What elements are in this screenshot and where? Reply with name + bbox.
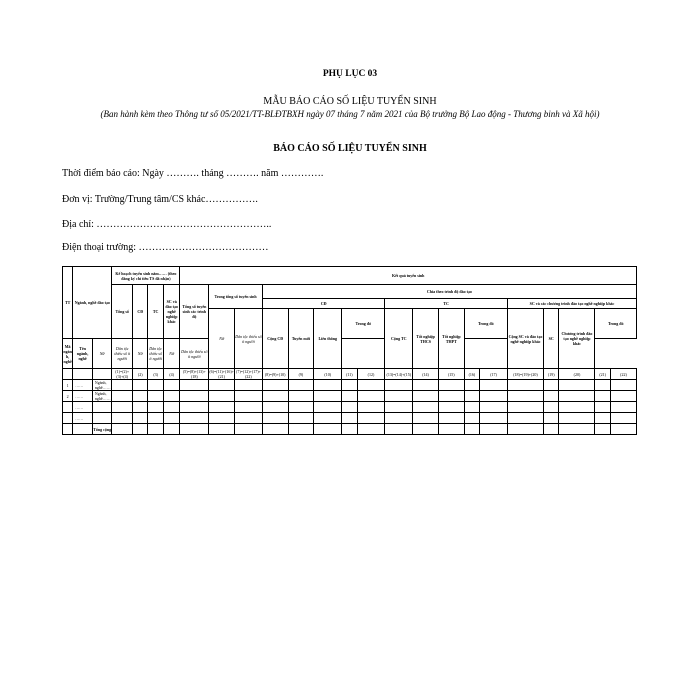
- formula-13: (13)=(14)+(15): [385, 369, 413, 380]
- row-cell: [595, 402, 610, 413]
- formula-8: (8)=(9)+(10): [262, 369, 288, 380]
- row-cell: [133, 402, 148, 413]
- total-cell: [507, 424, 543, 435]
- formula-5: (5)=(8)+(13)+(18): [180, 369, 209, 380]
- total-blank-code: [73, 424, 93, 435]
- formula-2: (2): [133, 369, 148, 380]
- row-cell: [543, 402, 558, 413]
- row-cell: [357, 391, 385, 402]
- report-title: BÁO CÁO SỐ LIỆU TUYỂN SINH: [273, 143, 427, 154]
- row-cell: [357, 402, 385, 413]
- row-cell: [235, 380, 263, 391]
- row-name: Ngành, nghề……: [92, 391, 112, 402]
- row-cell: [507, 402, 543, 413]
- row-cell: [438, 380, 464, 391]
- row-cell: [438, 402, 464, 413]
- total-cell: [262, 424, 288, 435]
- header-total-all: Tổng số tuyển sinh các trình độ: [180, 285, 209, 339]
- header-nu-all: Nữ: [209, 309, 235, 369]
- unit-field: Đơn vị: Trường/Trung tâm/CS khác…………….: [62, 194, 258, 205]
- header-other-prog: Chương trình đào tạo nghề nghiệp khác: [559, 309, 595, 369]
- row-cell: [180, 380, 209, 391]
- total-cell: [235, 424, 263, 435]
- row-cell: [480, 391, 508, 402]
- total-cell: [342, 424, 357, 435]
- row-cell: [342, 380, 357, 391]
- total-blank-tt: [63, 424, 73, 435]
- header-sc-programs: SC và các chương trình đào tạo nghề nghiệp khác: [507, 299, 636, 309]
- row-cell: [163, 402, 180, 413]
- header-tc-thpt: Tốt nghiệp THPT: [438, 309, 464, 369]
- row-cell: [314, 413, 342, 424]
- total-cell: [559, 424, 595, 435]
- row-cell: [610, 380, 636, 391]
- row-cell: [464, 380, 479, 391]
- formula-11: (11): [342, 369, 357, 380]
- formula-9: (9): [288, 369, 314, 380]
- total-cell: [610, 424, 636, 435]
- formula-7: (7)=(12)+(17)+(22): [236, 369, 261, 379]
- row-cell: [413, 413, 439, 424]
- row-cell: [180, 413, 209, 424]
- header-plan-cd: CĐ: [133, 285, 148, 339]
- address-field: Địa chỉ: ……………………………………………..: [62, 219, 272, 230]
- row-cell: [180, 402, 209, 413]
- formula-blank-code: [73, 369, 93, 380]
- row-cell: [314, 402, 342, 413]
- row-cell: [314, 391, 342, 402]
- phone-field: Điện thoại trường: …………………………………: [62, 242, 269, 253]
- row-cell: [357, 413, 385, 424]
- header-sc-ethnic: Dân tộc thiểu số ít người: [180, 339, 209, 369]
- header-tc: TC: [385, 299, 508, 309]
- row-cell: [385, 391, 413, 402]
- row-cell: [543, 413, 558, 424]
- row-cell: [342, 402, 357, 413]
- total-cell: [595, 424, 610, 435]
- row-cell: [148, 380, 163, 391]
- header-plan: Kế hoạch tuyển sinh năm…… (theo đăng ký chỉ tiêu TS đã nhận): [112, 267, 180, 285]
- total-cell: [413, 424, 439, 435]
- row-cell: [209, 402, 235, 413]
- header-name: Tên ngành, nghề: [73, 339, 93, 369]
- row-cell: [288, 391, 314, 402]
- total-cell: [209, 424, 235, 435]
- header-sc-short: SC: [543, 309, 558, 369]
- row-cell: [235, 413, 263, 424]
- row-code: ……: [73, 402, 93, 413]
- header-results: Kết quả tuyển sinh: [180, 267, 637, 285]
- row-cell: [209, 380, 235, 391]
- row-cell: [413, 380, 439, 391]
- row-cell: [543, 380, 558, 391]
- header-sum-tc: Cộng TC: [385, 309, 413, 369]
- row-cell: [413, 391, 439, 402]
- row-cell: [262, 413, 288, 424]
- row-cell: [180, 391, 209, 402]
- row-tt: 2: [63, 391, 73, 402]
- header-cd-nu: Nữ: [92, 339, 112, 369]
- row-code: ……: [73, 380, 93, 391]
- header-code: Mã ngành, nghề: [63, 339, 73, 369]
- header-plan-sc: SC và đào tạo nghề nghiệp khác: [163, 285, 180, 339]
- row-name: Ngành, nghề……: [92, 380, 112, 391]
- header-sum-cd: Cộng CĐ: [262, 309, 288, 369]
- table-row: [63, 413, 637, 424]
- row-cell: [559, 402, 595, 413]
- formula-19: (19): [543, 369, 558, 380]
- row-cell: [357, 380, 385, 391]
- row-cell: [112, 402, 133, 413]
- header-tt: TT: [63, 267, 73, 339]
- header-sc-among: Trong đó: [595, 309, 637, 339]
- formula-21: (21): [595, 369, 610, 380]
- header-tc-thcs: Tốt nghiệp THCS: [413, 309, 439, 369]
- formula-15: (15): [438, 369, 464, 380]
- header-plan-tc: TC: [148, 285, 163, 339]
- enrollment-table: [62, 266, 637, 435]
- header-major: Ngành, nghề đào tạo: [73, 267, 112, 339]
- row-cell: [507, 391, 543, 402]
- header-tc-among: Trong đó: [464, 309, 507, 339]
- form-title: MẪU BÁO CÁO SỐ LIỆU TUYỂN SINH: [263, 96, 437, 107]
- row-cell: [235, 391, 263, 402]
- total-cell: [543, 424, 558, 435]
- row-tt: [63, 413, 73, 424]
- header-cd-ethnic: Dân tộc thiểu số ít người: [112, 339, 133, 369]
- row-cell: [262, 402, 288, 413]
- row-cell: [595, 413, 610, 424]
- row-cell: [288, 402, 314, 413]
- row-cell: [480, 413, 508, 424]
- formula-17: (17): [480, 369, 508, 380]
- formula-6: (6)=(11)+(16)+(21): [209, 369, 234, 379]
- row-cell: [262, 391, 288, 402]
- row-cell: [595, 380, 610, 391]
- row-cell: [507, 380, 543, 391]
- header-ethnic-all: Dân tộc thiểu số ít người: [235, 309, 263, 369]
- row-cell: [464, 402, 479, 413]
- table-row: [63, 391, 637, 402]
- header-tc-ethnic: Dân tộc thiểu số ít người: [148, 339, 163, 369]
- row-cell: [163, 413, 180, 424]
- row-tt: 1: [63, 380, 73, 391]
- row-cell: [464, 413, 479, 424]
- total-cell: [180, 424, 209, 435]
- row-cell: [148, 391, 163, 402]
- row-cell: [559, 413, 595, 424]
- row-cell: [163, 380, 180, 391]
- row-cell: [112, 413, 133, 424]
- total-cell: [480, 424, 508, 435]
- row-cell: [610, 413, 636, 424]
- row-cell: [385, 413, 413, 424]
- row-cell: [133, 380, 148, 391]
- header-sum-sc: Cộng SC và đào tạo nghề nghiệp khác: [507, 309, 543, 369]
- row-cell: [342, 391, 357, 402]
- appendix-label: PHỤ LỤC 03: [322, 69, 378, 79]
- row-name: [92, 402, 112, 413]
- row-code: ……: [73, 413, 93, 424]
- total-cell: [314, 424, 342, 435]
- total-cell: [464, 424, 479, 435]
- formula-12: (12): [357, 369, 385, 380]
- row-cell: [209, 413, 235, 424]
- data-rows: [63, 380, 637, 424]
- row-cell: [480, 380, 508, 391]
- total-cell: [163, 424, 180, 435]
- total-row-label: Tổng cộng: [92, 424, 112, 435]
- row-cell: [163, 391, 180, 402]
- row-cell: [464, 391, 479, 402]
- row-cell: [314, 380, 342, 391]
- row-cell: [209, 391, 235, 402]
- row-cell: [112, 380, 133, 391]
- row-cell: [148, 402, 163, 413]
- report-time-field: Thời điểm báo cáo: Ngày ………. tháng ………. năm ………….: [62, 168, 324, 179]
- row-code: ……: [73, 391, 93, 402]
- row-cell: [543, 391, 558, 402]
- formula-20: (20): [559, 369, 595, 380]
- row-tt: [63, 402, 73, 413]
- total-cell: [112, 424, 133, 435]
- row-cell: [595, 391, 610, 402]
- total-cell: [385, 424, 413, 435]
- row-cell: [413, 402, 439, 413]
- row-cell: [385, 380, 413, 391]
- row-name: [92, 413, 112, 424]
- formula-1: (1)=(2)+(3)+(4): [112, 369, 133, 380]
- total-cell: [438, 424, 464, 435]
- total-cell: [357, 424, 385, 435]
- row-cell: [112, 391, 133, 402]
- formula-14: (14): [413, 369, 439, 380]
- header-sc-nu: Nữ: [163, 339, 180, 369]
- header-among-all: Trong tổng số tuyển sinh: [209, 285, 263, 309]
- header-cd-among: Trong đó: [342, 309, 385, 339]
- header-cd-regular: Tuyển mới: [288, 309, 314, 369]
- total-cell: [133, 424, 148, 435]
- row-cell: [559, 391, 595, 402]
- formula-10: (10): [314, 369, 342, 380]
- total-cell: [148, 424, 163, 435]
- row-cell: [610, 402, 636, 413]
- row-cell: [480, 402, 508, 413]
- row-cell: [235, 402, 263, 413]
- table-row: [63, 402, 637, 413]
- formula-blank-tt: [63, 369, 73, 380]
- row-cell: [559, 380, 595, 391]
- row-cell: [288, 413, 314, 424]
- row-cell: [438, 413, 464, 424]
- row-cell: [133, 391, 148, 402]
- row-cell: [385, 402, 413, 413]
- row-cell: [262, 380, 288, 391]
- total-cell: [288, 424, 314, 435]
- header-cd: CĐ: [262, 299, 385, 309]
- row-cell: [133, 413, 148, 424]
- formula-22: (22): [610, 369, 636, 380]
- row-cell: [342, 413, 357, 424]
- formula-16: (16): [464, 369, 479, 380]
- header-cd-transfer: Liên thông: [314, 309, 342, 369]
- row-cell: [507, 413, 543, 424]
- row-cell: [610, 391, 636, 402]
- formula-3: (3): [148, 369, 163, 380]
- table-row: [63, 380, 637, 391]
- formula-4: (4): [163, 369, 180, 380]
- row-cell: [148, 413, 163, 424]
- row-cell: [438, 391, 464, 402]
- formula-blank-name: [92, 369, 112, 380]
- header-plan-total: Tổng số: [112, 285, 133, 339]
- formula-18: (18)=(19)+(20): [507, 369, 543, 380]
- header-tc-nu: Nữ: [133, 339, 148, 369]
- form-subtitle: (Ban hành kèm theo Thông tư số 05/2021/TT-BLĐTBXH ngày 07 tháng 7 năm 2021 của Bộ trưởng Bộ Lao động - Thương binh và Xã hội): [100, 109, 600, 119]
- header-by-level: Chia theo trình độ đào tạo: [262, 285, 636, 299]
- row-cell: [288, 380, 314, 391]
